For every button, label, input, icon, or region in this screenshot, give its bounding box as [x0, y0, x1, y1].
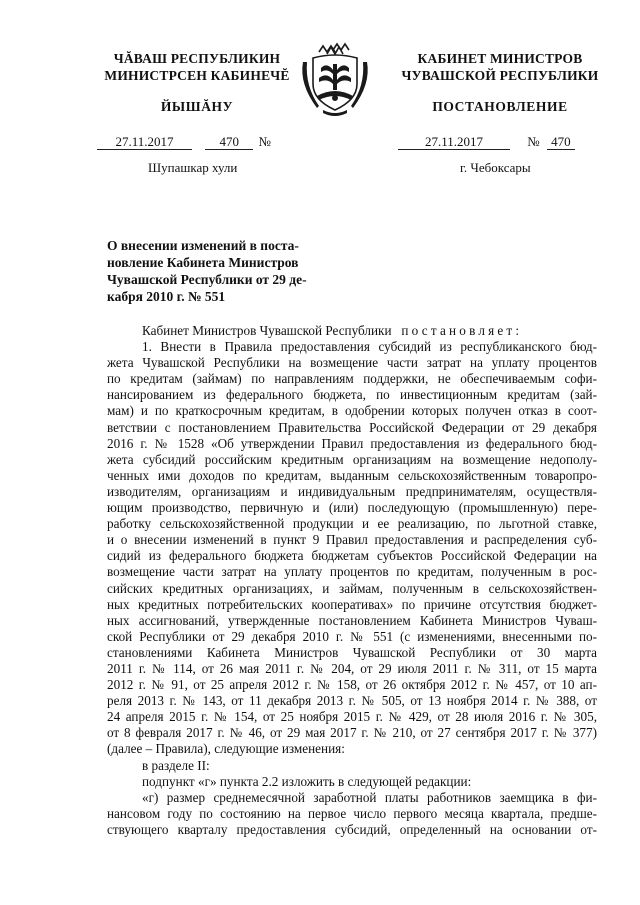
body-line: 1. Внести в Правила предоставления субсидий из республиканского бюд- [142, 339, 597, 355]
body-line: жета субсидий российским кредитным организациям на возмещение недополу- [107, 451, 597, 467]
body-line: (далее – Правила), следующие изменения: [107, 741, 345, 757]
body-line: «г) размер среднемесячной заработной платы работников заемщика в фи- [142, 789, 597, 805]
header-left-line1: ЧĂВАШ РЕСПУБЛИКИН [113, 51, 281, 66]
header-right-number: 470 [547, 135, 575, 150]
header-right-place: г. Чебоксары [460, 160, 531, 175]
title-line: Чувашской Республики от 29 де- [107, 272, 307, 287]
body-line: ской Республики от 29 декабря 2010 г. № 551 (с изменениями, внесенными по- [107, 628, 597, 644]
header-left-number: 470 [205, 135, 253, 150]
body-line: ющим производство, первичную и (или) последующую (промышленную) пере- [107, 500, 597, 516]
header-left-doc-type: ЙЫШĂНУ [160, 99, 234, 114]
body-line: ствующего кварталу предоставления субсидий, определенный на основании от- [107, 821, 597, 837]
body-line: мам) и по краткосрочным кредитам, в одобрении которых получен отказ в соот- [107, 403, 597, 419]
body-line: нансированием из федерального бюджета, по инвестиционным кредитам (зай- [107, 387, 597, 403]
body-line: реля 2013 г. № 143, от 11 декабря 2013 г. № 505, от 13 ноября 2014 г. № 388, от [107, 693, 597, 709]
header-right-date-line [398, 134, 575, 150]
header-right-number-sign: № [527, 134, 540, 149]
document-title [107, 237, 322, 305]
body-line: 2016 г. № 1528 «Об утверждении Правил предоставления из федерального бюд- [107, 435, 597, 451]
header-left-number-sign: № [258, 134, 271, 149]
body-line: ных кредитных потребительских кооперативах» по причине отсутствия бюджет- [107, 596, 597, 612]
body-intro-spaced: постановляет: [401, 323, 523, 338]
header-right-date: 27.11.2017 [398, 135, 510, 150]
body-line: подпункт «г» пункта 2.2 изложить в следующей редакции: [142, 773, 472, 789]
body-line: сидий из федерального бюджета бюджетам субъектов Российской Федерации на [107, 548, 597, 564]
header-left-place: Шупашкар хули [148, 160, 238, 175]
body-intro-line [107, 323, 597, 339]
chuvash-coat-of-arms-icon [297, 40, 373, 118]
header-right-doc-type: ПОСТАНОВЛЕНИЕ [432, 99, 568, 114]
body-line: от 8 февраля 2017 г. № 46, от 29 мая 2017 г. № 210, от 27 сентября 2017 г. № 377) [107, 725, 597, 741]
body-line: возмещение части затрат на уплату процентов по кредитам, полученным в рос- [107, 564, 597, 580]
body-line: нансовом году по состоянию на первое число первого месяца квартала, предше- [107, 805, 597, 821]
header-right-line1: КАБИНЕТ МИНИСТРОВ [417, 51, 583, 66]
body-intro: Кабинет Министров Чувашской Республики [142, 323, 392, 338]
header-left-line2: МИНИСТРСЕН КАБИНЕЧĔ [104, 68, 290, 83]
body-line: работку сельскохозяйственной продукции и ее реализацию, по льготной ставке, [107, 516, 597, 532]
title-line: О внесении изменений в поста- [107, 238, 299, 253]
body-line: ветствии с постановлением Правительства Российской Федерации от 29 декабря [107, 419, 597, 435]
body-line: ных ассигнований, утвержденные постановлением Кабинета Министров Чуваш- [107, 612, 597, 628]
title-line: новление Кабинета Министров [107, 255, 299, 270]
body-line: жета Чувашской Республики на возмещение части затрат на уплату процентов [107, 355, 597, 371]
title-line: кабря 2010 г. № 551 [107, 289, 226, 304]
header-left-date: 27.11.2017 [97, 135, 192, 150]
body-line: изводителям, организациям и индивидуальным предпринимателям, осуществля- [107, 483, 597, 499]
body-line: 24 апреля 2015 г. № 154, от 25 ноября 2015 г. № 429, от 28 июля 2016 г. № 305, [107, 709, 597, 725]
body-line: 2012 г. № 91, от 25 апреля 2012 г. № 158, от 26 октября 2012 г. № 457, от 10 ап- [107, 677, 597, 693]
body-line: ченных ими доходов по кредитам, выданным сельскохозяйственным товаропро- [107, 467, 597, 483]
header-right [385, 50, 615, 115]
document-body [107, 323, 597, 838]
body-line: по кредитам (займам) по направлениям поддержки, не обеспечиваемым софи- [107, 371, 597, 387]
body-line: становлениями Кабинета Министров Чувашской Республики от 30 марта [107, 644, 597, 660]
body-line: и о внесении изменений в пункт 9 Правил предоставления и распределения суб- [107, 532, 597, 548]
body-line: сийских кредитных организациях, и займам, полученным в сельскохозяйствен- [107, 580, 597, 596]
header-right-line2: ЧУВАШСКОЙ РЕСПУБЛИКИ [401, 68, 599, 83]
header-left-date-line [97, 134, 271, 150]
body-line: 2011 г. № 114, от 26 мая 2011 г. № 204, от 29 июля 2011 г. № 311, от 15 марта [107, 660, 597, 676]
header-left [92, 50, 302, 115]
body-line: в разделе II: [142, 757, 210, 773]
